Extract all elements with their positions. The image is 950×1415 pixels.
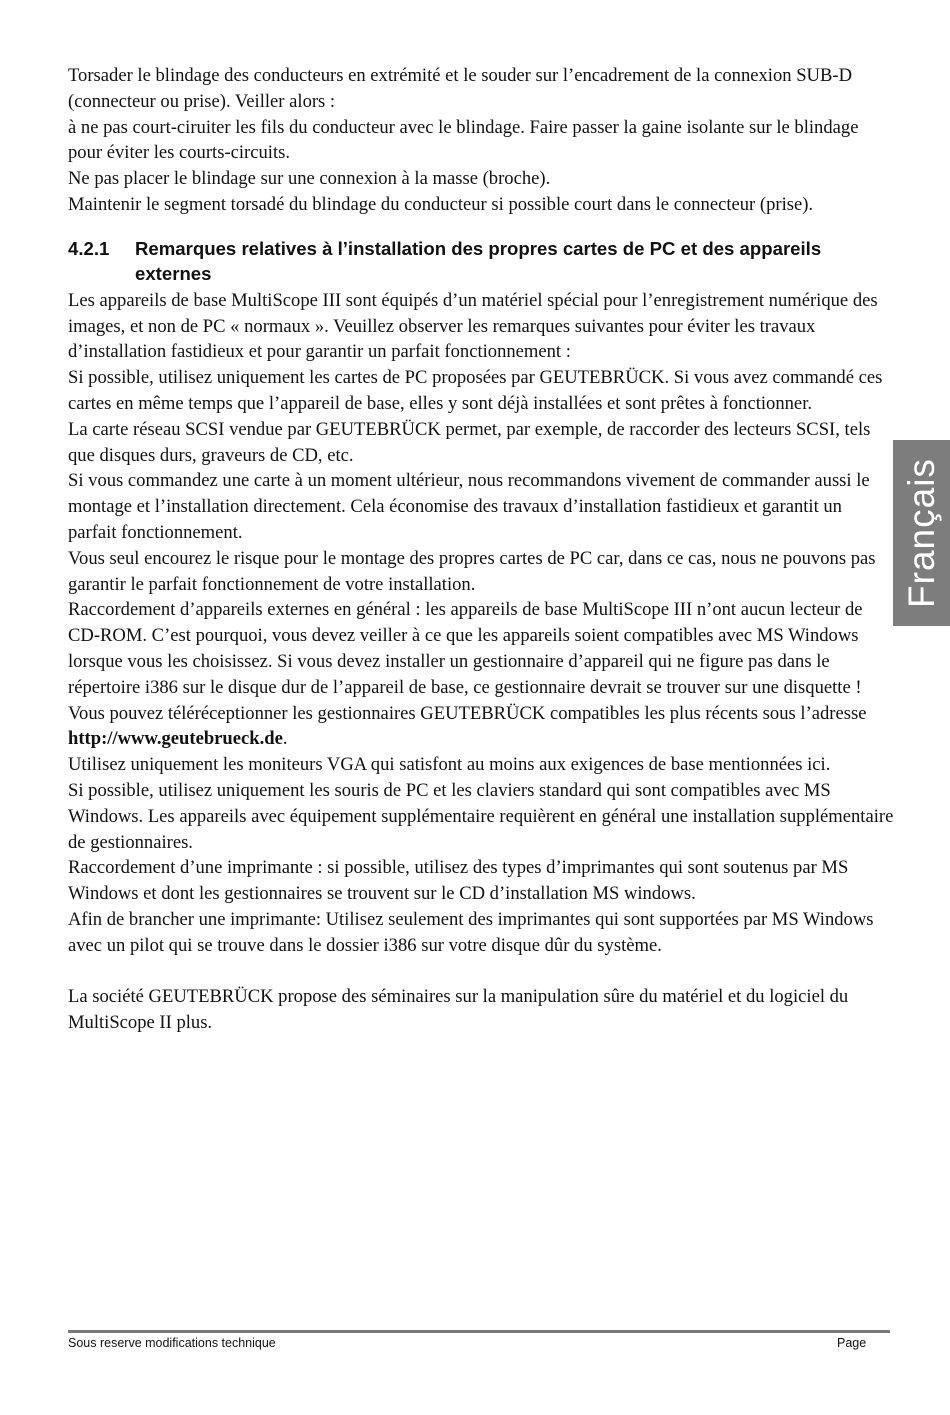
- paragraph-spacer: [68, 959, 894, 985]
- body-paragraph: Vous seul encourez le risque pour le montage des propres cartes de PC car, dans ce cas, nous ne pouvons pas garantir le parfait fonctionnement de votre installation.: [68, 547, 876, 595]
- link-period: .: [282, 728, 288, 750]
- body-paragraph: Si possible, utilisez uniquement les souris de PC et les claviers standard qui sont compatibles avec MS Windows. Les appareils avec équipement supplémentaire requièrent en général une installation supplémentaire de gestionnaires.: [68, 779, 894, 853]
- body-paragraph: Si possible, utilisez uniquement les cartes de PC proposées par GEUTEBRÜCK. Si vous avez commandé ces cartes en même temps que l’appareil de base, elles y sont déjà installées et sont prêtes à fonctionner.: [68, 367, 883, 414]
- website-link[interactable]: http://www.geutebrueck.de: [68, 728, 283, 750]
- closing-paragraph: La société GEUTEBRÜCK propose des séminaires sur la manipulation sûre du matériel et du logiciel du MultiScope II plus.: [68, 986, 849, 1034]
- intro-paragraph: Torsader le blindage des conducteurs en extrémité et le souder sur l’encadrement de la connexion SUB-D (connecteur ou prise). Veiller alors :: [68, 65, 853, 112]
- body-paragraph: Si vous commandez une carte à un moment ultérieur, nous recommandons vivement de commander aussi le montage et l’installation directement. Cela économise des travaux d’installation fastidieux et garantit un parfait fonctionnement.: [68, 470, 870, 543]
- intro-paragraph: Maintenir le segment torsadé du blindage du conducteur si possible court dans le connecteur (prise).: [68, 193, 814, 215]
- section-title: Remarques relatives à l’installation des propres cartes de PC et des appareils externes: [135, 237, 822, 284]
- body-paragraph: Les appareils de base MultiScope III sont équipés d’un matériel spécial pour l’enregistrement numérique des images, et non de PC « normaux ». Veuillez observer les remarques suivantes pour éviter les travaux d’installation fastidieux et pour garantir un parfait fonctionnement :: [68, 289, 878, 363]
- section-number: 4.2.1: [68, 237, 110, 259]
- intro-paragraph: Ne pas placer le blindage sur une connexion à la masse (broche).: [68, 168, 551, 190]
- body-paragraph: Utilisez uniquement les moniteurs VGA qui satisfont au moins aux exigences de base mentionnées ici.: [68, 754, 831, 776]
- document-body: [68, 63, 894, 1036]
- section-heading: [68, 236, 894, 286]
- body-paragraph: La carte réseau SCSI vendue par GEUTEBRÜCK permet, par exemple, de raccorder des lecteurs SCSI, tels que disques durs, graveurs de CD, etc.: [68, 418, 871, 466]
- intro-paragraph: à ne pas court-ciruiter les fils du conducteur avec le blindage. Faire passer la gaine isolante sur le blindage pour éviter les courts-circuits.: [68, 116, 859, 164]
- language-tab: [893, 440, 950, 626]
- body-paragraph: Afin de brancher une imprimante: Utilisez seulement des imprimantes qui sont supportées par MS Windows avec un pilot qui se trouve dans le dossier i386 sur votre disque dûr du système.: [68, 908, 874, 956]
- footer-divider: [68, 1330, 890, 1333]
- body-paragraph: Raccordement d’une imprimante : si possible, utilisez des types d’imprimantes qui sont soutenus par MS Windows et dont les gestionnaires se trouvent sur le CD d’installation MS windows.: [68, 857, 849, 905]
- language-tab-label: Français: [900, 458, 942, 608]
- devices-text: Raccordement d’appareils externes en général : les appareils de base MultiScope III n’ont aucun lecteur de CD-ROM. C’est pourquoi, vous devez veiller à ce que les appareils soient compatibles avec MS Windows lorsque vous les choisissez. Si vous devez installer un gestionnaire d’appareil qui ne figure pas dans le répertoire i386 sur le disque dur de l’appareil de base, ce gestionnaire devrait se trouver sur une disquette ! Vous pouvez téléréceptionner les gestionnaires GEUTEBRÜCK compatibles les plus récents sous l’adresse: [68, 599, 867, 724]
- devices-paragraph: [68, 597, 894, 752]
- footer-page-label: Page: [837, 1336, 867, 1350]
- footer-disclaimer: Sous reserve modifications technique: [68, 1336, 276, 1350]
